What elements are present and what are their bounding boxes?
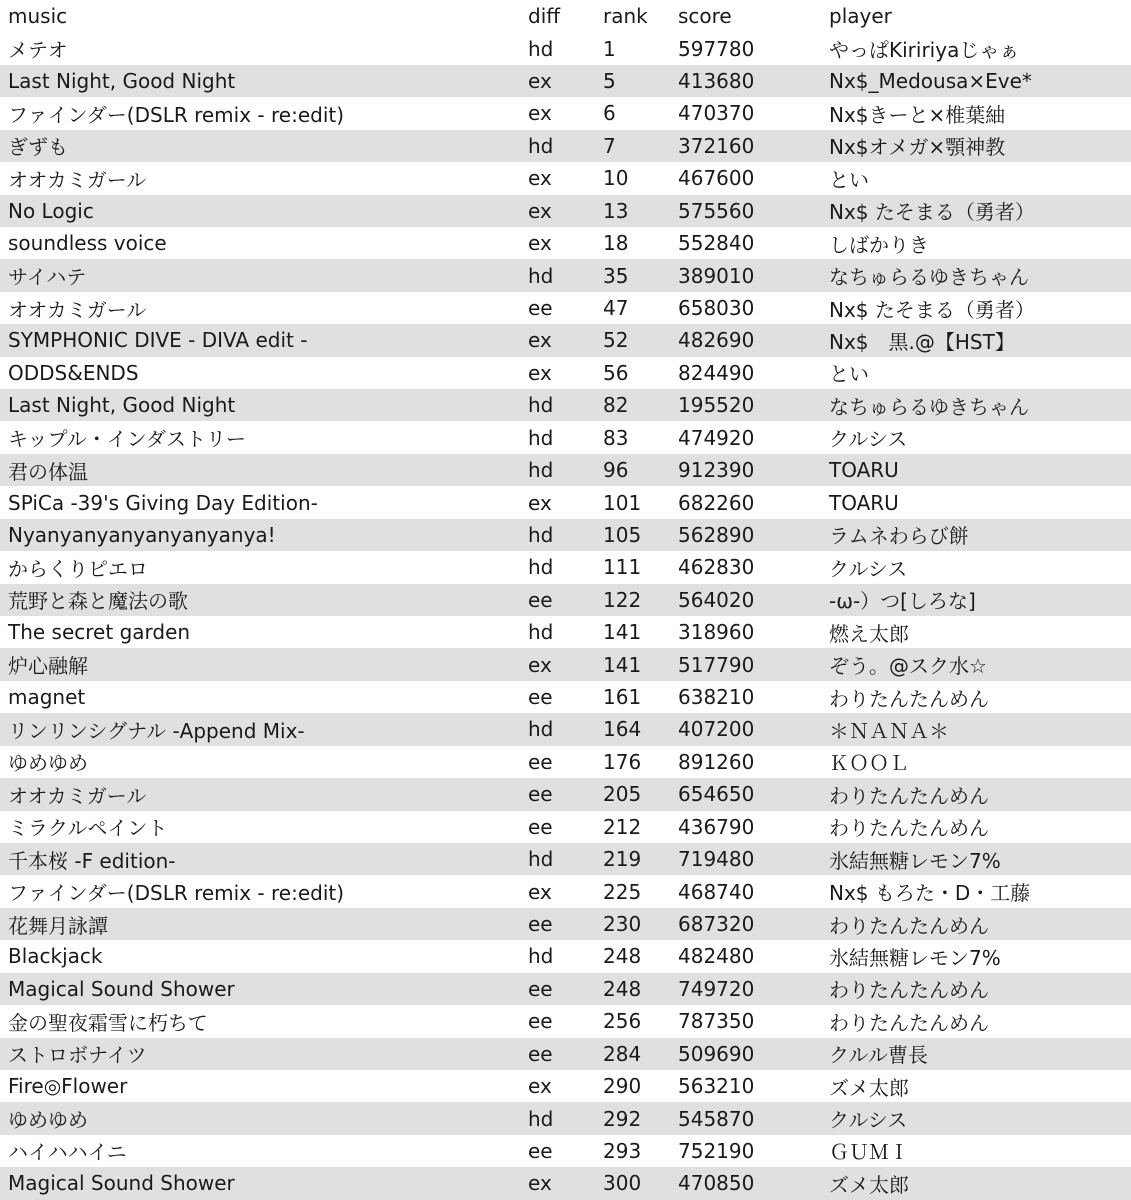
- cell-score: 687320: [678, 912, 755, 937]
- table-row: [0, 1102, 1131, 1134]
- cell-player: わりたんたんめん: [829, 686, 989, 711]
- cell-player: とい: [829, 362, 869, 387]
- cell-music: ストロボナイツ: [8, 1043, 147, 1068]
- table-row: [0, 940, 1131, 972]
- cell-diff: hd: [528, 263, 554, 288]
- cell-diff: ee: [528, 814, 553, 839]
- cell-score: 638210: [678, 685, 755, 710]
- cell-music: The secret garden: [8, 620, 191, 645]
- cell-diff: ex: [528, 231, 552, 256]
- cell-player: Nx$ たそまる（勇者）: [829, 297, 1035, 322]
- cell-music: オオカミガール: [8, 297, 147, 322]
- header-row: [0, 0, 1131, 32]
- cell-player: わりたんたんめん: [829, 913, 989, 938]
- cell-score: 682260: [678, 490, 755, 515]
- table-row: [0, 551, 1131, 583]
- cell-rank: 35: [603, 263, 629, 288]
- cell-player: なちゅらるゆきちゃん: [829, 265, 1029, 290]
- cell-score: 195520: [678, 393, 755, 418]
- header-diff: diff: [528, 4, 561, 29]
- cell-score: 658030: [678, 296, 755, 320]
- cell-rank: 256: [603, 1009, 642, 1034]
- cell-diff: ee: [528, 782, 553, 807]
- cell-music: Nyanyanyanyanyanyanya!: [8, 522, 276, 547]
- cell-player: Nx$ 黒.@【HST】: [829, 329, 1015, 354]
- cell-player: ズメ太郎: [829, 1075, 909, 1100]
- table-row: [0, 486, 1131, 518]
- cell-music: Blackjack: [8, 944, 103, 969]
- cell-rank: 10: [603, 166, 629, 191]
- cell-diff: ee: [528, 296, 553, 320]
- cell-player: 氷結無糖レモン7%: [829, 945, 1001, 970]
- cell-music: Fire◎Flower: [8, 1074, 128, 1099]
- cell-music: SYMPHONIC DIVE - DIVA edit -: [8, 328, 308, 353]
- table-row: [0, 162, 1131, 194]
- cell-player: Nx$ たそまる（勇者）: [829, 200, 1035, 225]
- cell-music: Magical Sound Shower: [8, 976, 235, 1001]
- cell-rank: 83: [603, 425, 629, 450]
- cell-score: 482480: [678, 944, 755, 969]
- table-row: [0, 908, 1131, 940]
- cell-diff: ee: [528, 1138, 553, 1163]
- table-row: [0, 1135, 1131, 1167]
- cell-player: クルシス: [829, 556, 908, 581]
- cell-music: Magical Sound Shower: [8, 1171, 235, 1196]
- table-row: [0, 357, 1131, 389]
- cell-score: 470370: [678, 101, 755, 126]
- cell-diff: ex: [528, 328, 552, 353]
- cell-diff: ee: [528, 912, 553, 937]
- cell-rank: 13: [603, 198, 629, 223]
- cell-diff: ex: [528, 360, 552, 385]
- cell-music: 炉心融解: [8, 654, 88, 679]
- cell-diff: hd: [528, 944, 554, 969]
- cell-player: やっぱKiririyaじゃぁ: [829, 38, 1020, 63]
- cell-rank: 225: [603, 879, 642, 904]
- cell-diff: ex: [528, 198, 552, 223]
- cell-rank: 1: [603, 36, 616, 61]
- cell-score: 413680: [678, 69, 755, 94]
- cell-music: soundless voice: [8, 231, 167, 256]
- cell-rank: 161: [603, 685, 642, 710]
- cell-music: 千本桜 -F edition-: [8, 848, 176, 873]
- cell-diff: hd: [528, 425, 554, 450]
- cell-player: わりたんたんめん: [829, 816, 989, 841]
- cell-player: クルシス: [829, 427, 908, 452]
- cell-score: 597780: [678, 36, 755, 61]
- table-body: [0, 32, 1131, 1199]
- cell-rank: 52: [603, 328, 629, 353]
- cell-music: magnet: [8, 685, 86, 710]
- cell-music: ミラクルペイント: [8, 816, 168, 841]
- table-row: [0, 713, 1131, 745]
- cell-score: 752190: [678, 1138, 755, 1163]
- cell-player: クルル曹長: [829, 1043, 928, 1068]
- table-header: [0, 0, 1131, 32]
- cell-rank: 96: [603, 458, 629, 483]
- header-rank: rank: [603, 4, 648, 29]
- cell-score: 562890: [678, 522, 755, 547]
- cell-score: 318960: [678, 620, 755, 645]
- cell-rank: 105: [603, 522, 642, 547]
- cell-score: 654650: [678, 782, 755, 807]
- cell-player: わりたんたんめん: [829, 783, 989, 808]
- cell-player: わりたんたんめん: [829, 978, 989, 1003]
- cell-diff: hd: [528, 36, 554, 61]
- cell-music: ODDS&ENDS: [8, 360, 139, 385]
- cell-player: 燃え太郎: [829, 621, 909, 646]
- cell-player: ＫＯＯＬ: [829, 751, 909, 776]
- cell-diff: hd: [528, 393, 554, 418]
- cell-diff: hd: [528, 458, 554, 483]
- cell-player: Nx$きーと×椎葉紬: [829, 102, 1006, 127]
- cell-rank: 219: [603, 847, 642, 872]
- cell-music: ファインダー(DSLR remix - re:edit): [8, 102, 345, 127]
- cell-score: 389010: [678, 263, 755, 288]
- cell-score: 436790: [678, 814, 755, 839]
- cell-rank: 205: [603, 782, 642, 807]
- cell-score: 509690: [678, 1041, 755, 1066]
- cell-player: ＊ＮＡＮＡ＊: [829, 718, 949, 743]
- cell-diff: ee: [528, 1009, 553, 1034]
- cell-diff: ee: [528, 685, 553, 710]
- cell-score: 462830: [678, 555, 755, 580]
- cell-player: なちゅらるゆきちゃん: [829, 394, 1029, 419]
- cell-rank: 6: [603, 101, 616, 126]
- cell-score: 575560: [678, 198, 755, 223]
- table-row: [0, 681, 1131, 713]
- cell-rank: 292: [603, 1106, 642, 1131]
- table-row: [0, 746, 1131, 778]
- cell-music: オオカミガール: [8, 167, 147, 192]
- cell-music: からくりピエロ: [8, 556, 148, 581]
- cell-music: SPiCa -39's Giving Day Edition-: [8, 490, 318, 515]
- header-music: music: [8, 4, 68, 29]
- cell-score: 467600: [678, 166, 755, 191]
- cell-diff: hd: [528, 555, 554, 580]
- cell-score: 474920: [678, 425, 755, 450]
- cell-score: 407200: [678, 717, 755, 742]
- table-row: [0, 65, 1131, 97]
- cell-player: -ω-）つ[しろな]: [829, 589, 976, 614]
- cell-score: 787350: [678, 1009, 755, 1034]
- cell-player: TOARU: [829, 458, 899, 483]
- table-row: [0, 648, 1131, 680]
- cell-player: Nx$ もろた・D・工藤: [829, 881, 1031, 906]
- cell-player: クルシス: [829, 1108, 908, 1133]
- cell-rank: 290: [603, 1074, 642, 1099]
- cell-score: 552840: [678, 231, 755, 256]
- cell-music: ファインダー(DSLR remix - re:edit): [8, 881, 345, 906]
- cell-music: ぎずも: [8, 135, 68, 160]
- table-row: [0, 778, 1131, 810]
- cell-score: 749720: [678, 976, 755, 1001]
- cell-rank: 284: [603, 1041, 642, 1066]
- table-row: [0, 1038, 1131, 1070]
- cell-player: わりたんたんめん: [829, 1010, 989, 1035]
- table-row: [0, 130, 1131, 162]
- cell-rank: 141: [603, 620, 642, 645]
- cell-music: キップル・インダストリー: [8, 427, 246, 452]
- cell-music: Last Night, Good Night: [8, 393, 236, 418]
- cell-diff: ex: [528, 69, 552, 94]
- cell-score: 470850: [678, 1171, 755, 1196]
- cell-rank: 293: [603, 1138, 642, 1163]
- cell-rank: 176: [603, 749, 642, 774]
- cell-rank: 164: [603, 717, 642, 742]
- cell-music: No Logic: [8, 198, 94, 223]
- cell-music: ゆめゆめ: [8, 751, 88, 776]
- cell-music: ゆめゆめ: [8, 1108, 88, 1133]
- cell-player: とい: [829, 167, 869, 192]
- cell-score: 517790: [678, 652, 755, 677]
- table-row: [0, 1167, 1131, 1199]
- cell-player: ラムネわらび餅: [829, 524, 969, 549]
- cell-diff: hd: [528, 620, 554, 645]
- cell-rank: 248: [603, 944, 642, 969]
- cell-score: 372160: [678, 133, 755, 158]
- cell-music: サイハテ: [8, 265, 87, 290]
- cell-player: 氷結無糖レモン7%: [829, 848, 1001, 873]
- cell-diff: ex: [528, 1074, 552, 1099]
- cell-score: 891260: [678, 749, 755, 774]
- cell-music: 金の聖夜霜雪に朽ちて: [8, 1010, 208, 1035]
- cell-diff: ex: [528, 652, 552, 677]
- cell-diff: ex: [528, 166, 552, 191]
- cell-score: 563210: [678, 1074, 755, 1099]
- cell-diff: ex: [528, 490, 552, 515]
- cell-diff: ee: [528, 976, 553, 1001]
- table-row: [0, 97, 1131, 129]
- cell-diff: ex: [528, 1171, 552, 1196]
- cell-player: Nx$オメガ×顎神教: [829, 135, 1006, 160]
- cell-rank: 141: [603, 652, 642, 677]
- cell-rank: 56: [603, 360, 629, 385]
- cell-player: しばかりき: [829, 232, 929, 257]
- cell-diff: hd: [528, 133, 554, 158]
- cell-rank: 230: [603, 912, 642, 937]
- cell-music: ハイハハイニ: [8, 1140, 127, 1165]
- cell-music: 君の体温: [8, 459, 88, 484]
- cell-score: 912390: [678, 458, 755, 483]
- cell-music: Last Night, Good Night: [8, 69, 236, 94]
- cell-score: 719480: [678, 847, 755, 872]
- table-row: [0, 519, 1131, 551]
- cell-rank: 7: [603, 133, 616, 158]
- cell-player: ズメ太郎: [829, 1172, 909, 1197]
- cell-diff: hd: [528, 522, 554, 547]
- cell-music: オオカミガール: [8, 783, 147, 808]
- table-row: [0, 811, 1131, 843]
- cell-score: 564020: [678, 587, 755, 612]
- cell-diff: hd: [528, 1106, 554, 1131]
- cell-score: 468740: [678, 879, 755, 904]
- table-row: [0, 227, 1131, 259]
- cell-rank: 300: [603, 1171, 642, 1196]
- header-player: player: [829, 4, 892, 29]
- cell-diff: ee: [528, 587, 553, 612]
- cell-diff: ee: [528, 749, 553, 774]
- table-row: [0, 421, 1131, 453]
- table-row: [0, 616, 1131, 648]
- table-row: [0, 843, 1131, 875]
- cell-score: 482690: [678, 328, 755, 353]
- table-row: [0, 389, 1131, 421]
- cell-music: リンリンシグナル -Append Mix-: [8, 718, 305, 743]
- table-row: [0, 1070, 1131, 1102]
- cell-diff: hd: [528, 717, 554, 742]
- cell-rank: 82: [603, 393, 629, 418]
- cell-music: メテオ: [8, 38, 68, 63]
- cell-music: 花舞月詠譚: [8, 913, 108, 938]
- header-score: score: [678, 4, 732, 29]
- table-row: [0, 324, 1131, 356]
- cell-diff: ex: [528, 101, 552, 126]
- cell-rank: 18: [603, 231, 629, 256]
- table-row: [0, 973, 1131, 1005]
- table-row: [0, 584, 1131, 616]
- cell-player: TOARU: [829, 490, 899, 515]
- cell-rank: 212: [603, 814, 642, 839]
- table-row: [0, 195, 1131, 227]
- cell-score: 824490: [678, 360, 755, 385]
- table-row: [0, 1005, 1131, 1037]
- cell-diff: ee: [528, 1041, 553, 1066]
- table-row: [0, 292, 1131, 324]
- table-row: [0, 259, 1131, 291]
- cell-rank: 101: [603, 490, 642, 515]
- cell-rank: 5: [603, 69, 616, 94]
- cell-player: Nx$_Medousa×Eve*: [829, 69, 1032, 94]
- table-row: [0, 32, 1131, 64]
- cell-rank: 122: [603, 587, 642, 612]
- cell-rank: 47: [603, 296, 629, 320]
- table-row: [0, 454, 1131, 486]
- cell-diff: hd: [528, 847, 554, 872]
- table-row: [0, 875, 1131, 907]
- cell-rank: 248: [603, 976, 642, 1001]
- cell-score: 545870: [678, 1106, 755, 1131]
- cell-music: 荒野と森と魔法の歌: [8, 589, 188, 614]
- cell-diff: ex: [528, 879, 552, 904]
- cell-player: ＧＵＭＩ: [829, 1140, 909, 1165]
- cell-rank: 111: [603, 555, 642, 580]
- cell-player: ぞう。@スク水☆: [829, 654, 987, 679]
